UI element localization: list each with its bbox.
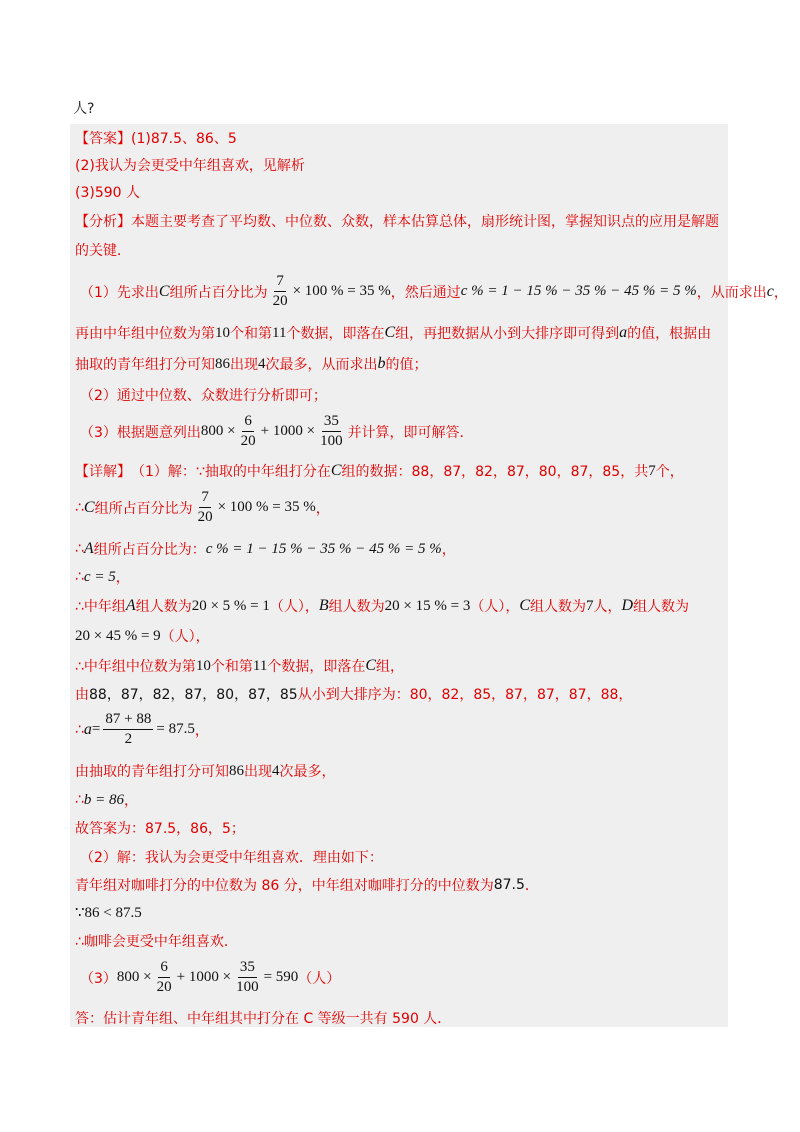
math-expr: 800 × xyxy=(200,423,236,439)
math-expr: c % = 1 − 15 % − 35 % − 45 % = 5 % xyxy=(205,540,442,557)
math-num: 86 xyxy=(215,355,230,372)
detail-line-14 xyxy=(75,875,539,895)
text: ∴中年组中位数为第 xyxy=(75,659,196,675)
detail-line-16: ∴咖啡会更受中年组喜欢． xyxy=(75,934,238,950)
text: ． xyxy=(524,878,539,894)
text: 青年组对咖啡打分的中位数为 86 分，中年组对咖啡打分的中位数为 xyxy=(75,878,494,894)
text: 组所占百分比为： xyxy=(93,542,206,558)
text: 出现 xyxy=(244,764,272,780)
analysis-tag: 【分析】 xyxy=(75,214,131,230)
math-expr: × 100 % = 35 % xyxy=(292,283,391,299)
question-tail: 人? xyxy=(73,101,95,117)
math-var: C xyxy=(158,282,170,300)
fraction xyxy=(318,412,345,451)
text: ∴ xyxy=(75,499,84,516)
text: （3） xyxy=(80,970,117,987)
text: ， xyxy=(441,542,456,558)
math-var: b xyxy=(377,355,386,372)
math-expr: × 100 % = 35 % xyxy=(217,499,316,515)
math-var: C xyxy=(330,462,342,479)
text: ∴ xyxy=(75,541,84,557)
numerator: 35 xyxy=(238,958,257,978)
analysis-line-3 xyxy=(75,323,711,343)
analysis-line-1 xyxy=(75,211,719,231)
detail-line-3 xyxy=(75,539,456,559)
analysis-step-2: （2）通过中位数、众数进行分析即可； xyxy=(80,388,327,404)
math-var: C xyxy=(365,657,377,674)
math-num: 7 xyxy=(648,462,656,479)
math-expr: + 1000 × xyxy=(260,423,316,439)
denominator: 20 xyxy=(240,433,256,449)
analysis-step-3 xyxy=(80,412,474,451)
fraction xyxy=(196,488,215,527)
math-expr: c % = 1 − 15 % − 35 % − 45 % = 5 % xyxy=(460,283,697,299)
analysis-text: 本题主要考查了平均数、中位数、众数，样本估算总体，扇形统计图，掌握知识点的应用是解题 xyxy=(131,214,719,230)
numerator: 7 xyxy=(274,272,286,292)
fraction xyxy=(103,710,153,749)
math-num: 7 xyxy=(586,597,594,614)
math-expr: 800 × xyxy=(116,969,152,985)
text: 个， xyxy=(655,464,684,480)
text: ， xyxy=(773,284,788,301)
math-var: B xyxy=(318,597,329,614)
text: ，从而求出 xyxy=(696,284,767,301)
text: 组人数为 xyxy=(328,599,385,615)
denominator: 100 xyxy=(236,979,259,995)
text: 组， xyxy=(376,659,405,675)
text: 组人数为 xyxy=(530,599,586,615)
text: （1）解：∵抽取的中年组打分在 xyxy=(131,464,331,480)
detail-line-11 xyxy=(75,790,138,810)
numerator: 7 xyxy=(199,488,211,508)
text: 出现 xyxy=(230,357,258,373)
numerator: 6 xyxy=(242,412,254,432)
text: 人， xyxy=(593,599,622,615)
answer-tag: 【答案】 xyxy=(75,131,131,147)
text: ， xyxy=(124,793,139,809)
detail-line-6 xyxy=(75,626,210,646)
text: （1）先求出 xyxy=(80,284,159,301)
detail-line-9 xyxy=(75,710,209,749)
detail-line-15 xyxy=(75,903,142,922)
math-expr: 20 × 5 % = 1 xyxy=(191,597,270,614)
text: ∴中年组 xyxy=(75,599,126,615)
numerator: 6 xyxy=(158,958,170,978)
math-num: 11 xyxy=(252,657,268,674)
text: （人）， xyxy=(470,599,520,615)
answer-line-1 xyxy=(75,128,237,148)
text: 组所占百分比为 xyxy=(94,500,193,517)
text: 组，再把数据从小到大排序即可得到 xyxy=(395,326,620,342)
math-expr: 20 × 45 % = 9 xyxy=(75,627,161,644)
math-var: a xyxy=(83,720,92,738)
math-var: C xyxy=(519,597,530,614)
text: ∴ xyxy=(75,792,84,808)
text: 组人数为 xyxy=(633,599,690,615)
math-expr: ∵86 < 87.5 xyxy=(75,905,142,921)
text: ，然后通过 xyxy=(390,284,461,301)
text: 并计算，即可解答． xyxy=(347,424,474,441)
math-num: 87.5 xyxy=(493,877,525,893)
text: 组的数据：88，87，82，87，80，87，85，共 xyxy=(341,464,649,480)
math-num: 4 xyxy=(272,762,280,779)
math-num: 10 xyxy=(215,324,230,341)
text: 次最多，从而求出 xyxy=(265,357,378,373)
detail-line-18: 答：估计青年组、中年组其中打分在 C 等级一共有 590 人． xyxy=(75,1011,452,1027)
detail-line-4 xyxy=(75,567,130,587)
detail-line-10 xyxy=(75,761,336,781)
detail-tag: 【详解】 xyxy=(75,464,131,480)
math-num: 86 xyxy=(229,762,244,779)
text: 组所占百分比为 xyxy=(169,284,268,301)
math-var: A xyxy=(125,597,136,614)
text: ， xyxy=(194,722,209,739)
denominator: 20 xyxy=(156,979,172,995)
math-var: A xyxy=(83,540,94,557)
detail-line-13: （2）解：我认为会更受中年组喜欢．理由如下： xyxy=(80,850,383,866)
detail-line-2 xyxy=(75,488,330,527)
detail-line-1 xyxy=(75,461,684,481)
math-num: 88，87，82，87，80，87，85 xyxy=(89,687,298,703)
text: ， xyxy=(115,570,130,586)
answer-1: (1)87.5、86、5 xyxy=(131,131,237,147)
text: （人） xyxy=(298,970,341,987)
analysis-step-1 xyxy=(80,272,788,311)
text: 再由中年组中位数为第 xyxy=(75,326,215,342)
math-expr: 20 × 15 % = 3 xyxy=(384,597,471,614)
math-expr: b = 86 xyxy=(83,791,125,808)
math-expr: = 590 xyxy=(263,969,299,985)
math-expr: c = 5 xyxy=(83,568,116,585)
fraction xyxy=(239,412,258,451)
text: （人）， xyxy=(269,599,319,615)
math-expr: + 1000 × xyxy=(176,969,232,985)
fraction xyxy=(155,958,174,997)
text: 从小到大排序为：80，82，85，87，87，87，88， xyxy=(297,687,633,703)
text: 抽取的青年组打分可知 xyxy=(75,357,215,373)
text: （人）， xyxy=(160,629,210,645)
text: 个数据，即落在 xyxy=(267,659,366,675)
analysis-line-2: 的关键． xyxy=(75,243,131,259)
answer-line-3: (3)590 人 xyxy=(75,185,141,201)
denominator: 2 xyxy=(124,731,133,747)
detail-line-5 xyxy=(75,596,689,616)
math-var: a xyxy=(619,324,628,341)
fraction xyxy=(271,272,290,311)
detail-line-12: 故答案为：87.5，86，5； xyxy=(75,821,245,837)
math-num: 4 xyxy=(258,355,266,372)
detail-line-7 xyxy=(75,656,404,676)
math-var: C xyxy=(83,498,95,516)
denominator: 20 xyxy=(197,509,213,525)
numerator: 35 xyxy=(322,412,341,432)
math-num: 10 xyxy=(195,657,211,674)
denominator: 100 xyxy=(320,433,343,449)
fraction xyxy=(234,958,261,997)
text: 组人数为 xyxy=(135,599,192,615)
text: ∴ xyxy=(75,721,84,738)
detail-line-8 xyxy=(75,684,632,704)
text: 的值； xyxy=(385,357,428,373)
math-expr: = xyxy=(91,721,101,737)
math-var: C xyxy=(384,324,396,341)
math-var: D xyxy=(621,597,634,614)
text: 由 xyxy=(75,687,89,703)
detail-line-17 xyxy=(80,958,340,997)
text: 由抽取的青年组打分可知 xyxy=(75,764,229,780)
math-var: c xyxy=(766,282,774,300)
text: （3）根据题意列出 xyxy=(80,424,201,441)
text: 次最多， xyxy=(279,764,336,780)
math-expr: = 87.5 xyxy=(156,721,195,737)
answer-line-2: (2)我认为会更受中年组喜欢，见解析 xyxy=(75,158,305,174)
text: ， xyxy=(315,500,330,517)
text: 个数据，即落在 xyxy=(286,326,385,342)
text: ∴ xyxy=(75,569,84,585)
text: 的值，根据由 xyxy=(627,326,712,342)
denominator: 20 xyxy=(272,293,288,309)
analysis-line-4 xyxy=(75,354,428,374)
math-num: 11 xyxy=(272,324,287,341)
text: 个和第 xyxy=(210,659,253,675)
numerator: 87 + 88 xyxy=(103,710,153,730)
text: 个和第 xyxy=(230,326,272,342)
